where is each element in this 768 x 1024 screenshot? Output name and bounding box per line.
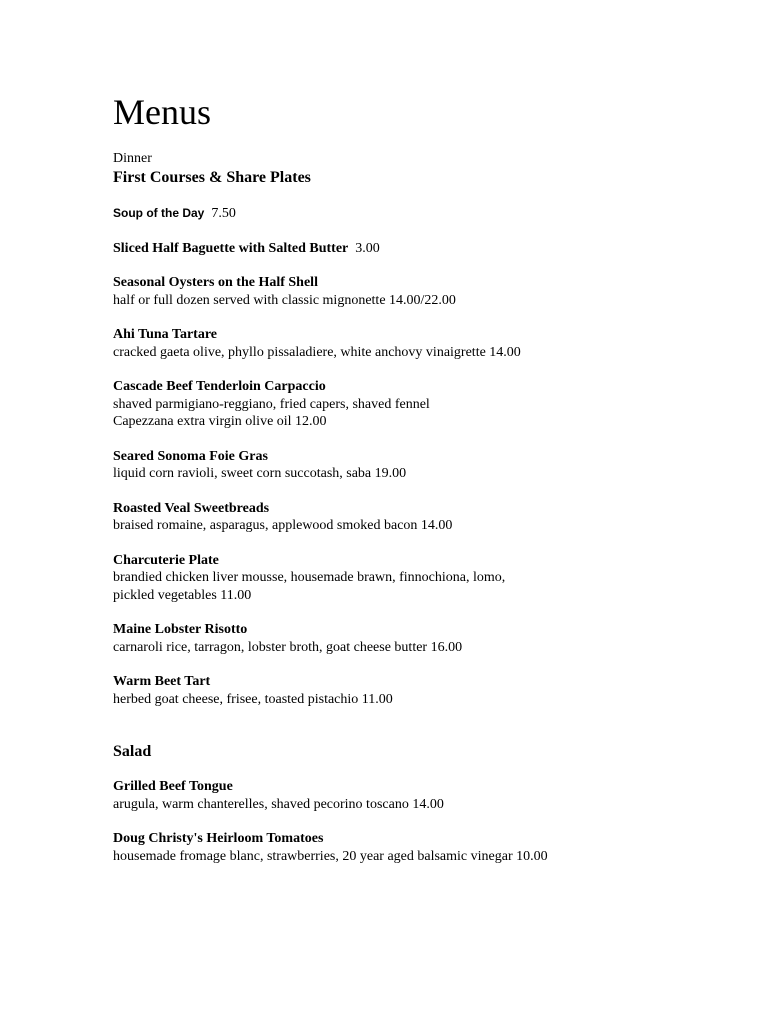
menu-item xyxy=(113,500,733,535)
page-title: Menus xyxy=(113,92,211,132)
item-description: brandied chicken liver mousse, housemade brawn, finnochiona, lomo, xyxy=(113,570,506,585)
item-description: arugula, warm chanterelles, shaved pecorino toscano 14.00 xyxy=(113,796,444,812)
item-description: herbed goat cheese, frisee, toasted pistachio 11.00 xyxy=(113,691,393,707)
menu-item xyxy=(113,448,733,483)
item-description: braised romaine, asparagus, applewood smoked bacon 14.00 xyxy=(113,518,453,533)
item-name: Seared Sonoma Foie Gras xyxy=(113,448,268,464)
item-name: Roasted Veal Sweetbreads xyxy=(113,500,270,516)
item-description: cracked gaeta olive, phyllo pissaladiere, white anchovy vinaigrette 14.00 xyxy=(113,344,521,360)
item-description-continued: Capezzana extra virgin olive oil 12.00 xyxy=(113,414,327,429)
item-description: liquid corn ravioli, sweet corn succotash, saba 19.00 xyxy=(113,466,407,481)
section-heading-first-courses: First Courses & Share Plates xyxy=(113,169,311,186)
menu-item xyxy=(113,205,733,223)
menu-item xyxy=(113,830,733,865)
item-name: Doug Christy's Heirloom Tomatoes xyxy=(113,831,324,846)
item-name: Warm Beet Tart xyxy=(113,674,211,689)
item-name: Cascade Beef Tenderloin Carpaccio xyxy=(113,379,326,394)
meal-label: Dinner xyxy=(113,151,152,166)
menu-item xyxy=(113,621,733,656)
first-courses-list xyxy=(113,205,733,708)
menu-item xyxy=(113,552,733,605)
item-description: shaved parmigiano-reggiano, fried capers, shaved fennel xyxy=(113,396,430,412)
menu-page xyxy=(113,88,733,865)
menu-item xyxy=(113,378,733,431)
item-name: Grilled Beef Tongue xyxy=(113,779,233,794)
item-price: 7.50 xyxy=(211,206,236,221)
item-name: Sliced Half Baguette with Salted Butter xyxy=(113,240,349,256)
item-description-continued: pickled vegetables 11.00 xyxy=(113,587,252,603)
menu-item xyxy=(113,778,733,813)
item-name: Soup of the Day xyxy=(113,206,205,220)
item-name: Charcuterie Plate xyxy=(113,552,219,568)
item-name: Ahi Tuna Tartare xyxy=(113,327,218,342)
item-name: Seasonal Oysters on the Half Shell xyxy=(113,275,318,290)
item-price: 3.00 xyxy=(355,240,380,256)
item-name: Maine Lobster Risotto xyxy=(113,622,248,637)
salad-list xyxy=(113,778,733,865)
section-heading-salad: Salad xyxy=(113,743,152,760)
item-description: carnaroli rice, tarragon, lobster broth, goat cheese butter 16.00 xyxy=(113,639,463,655)
menu-item xyxy=(113,240,733,258)
menu-item xyxy=(113,673,733,708)
menu-item xyxy=(113,274,733,309)
item-description: half or full dozen served with classic mignonette 14.00/22.00 xyxy=(113,292,456,308)
menu-item xyxy=(113,326,733,361)
item-description: housemade fromage blanc, strawberries, 20 year aged balsamic vinegar 10.00 xyxy=(113,848,548,864)
